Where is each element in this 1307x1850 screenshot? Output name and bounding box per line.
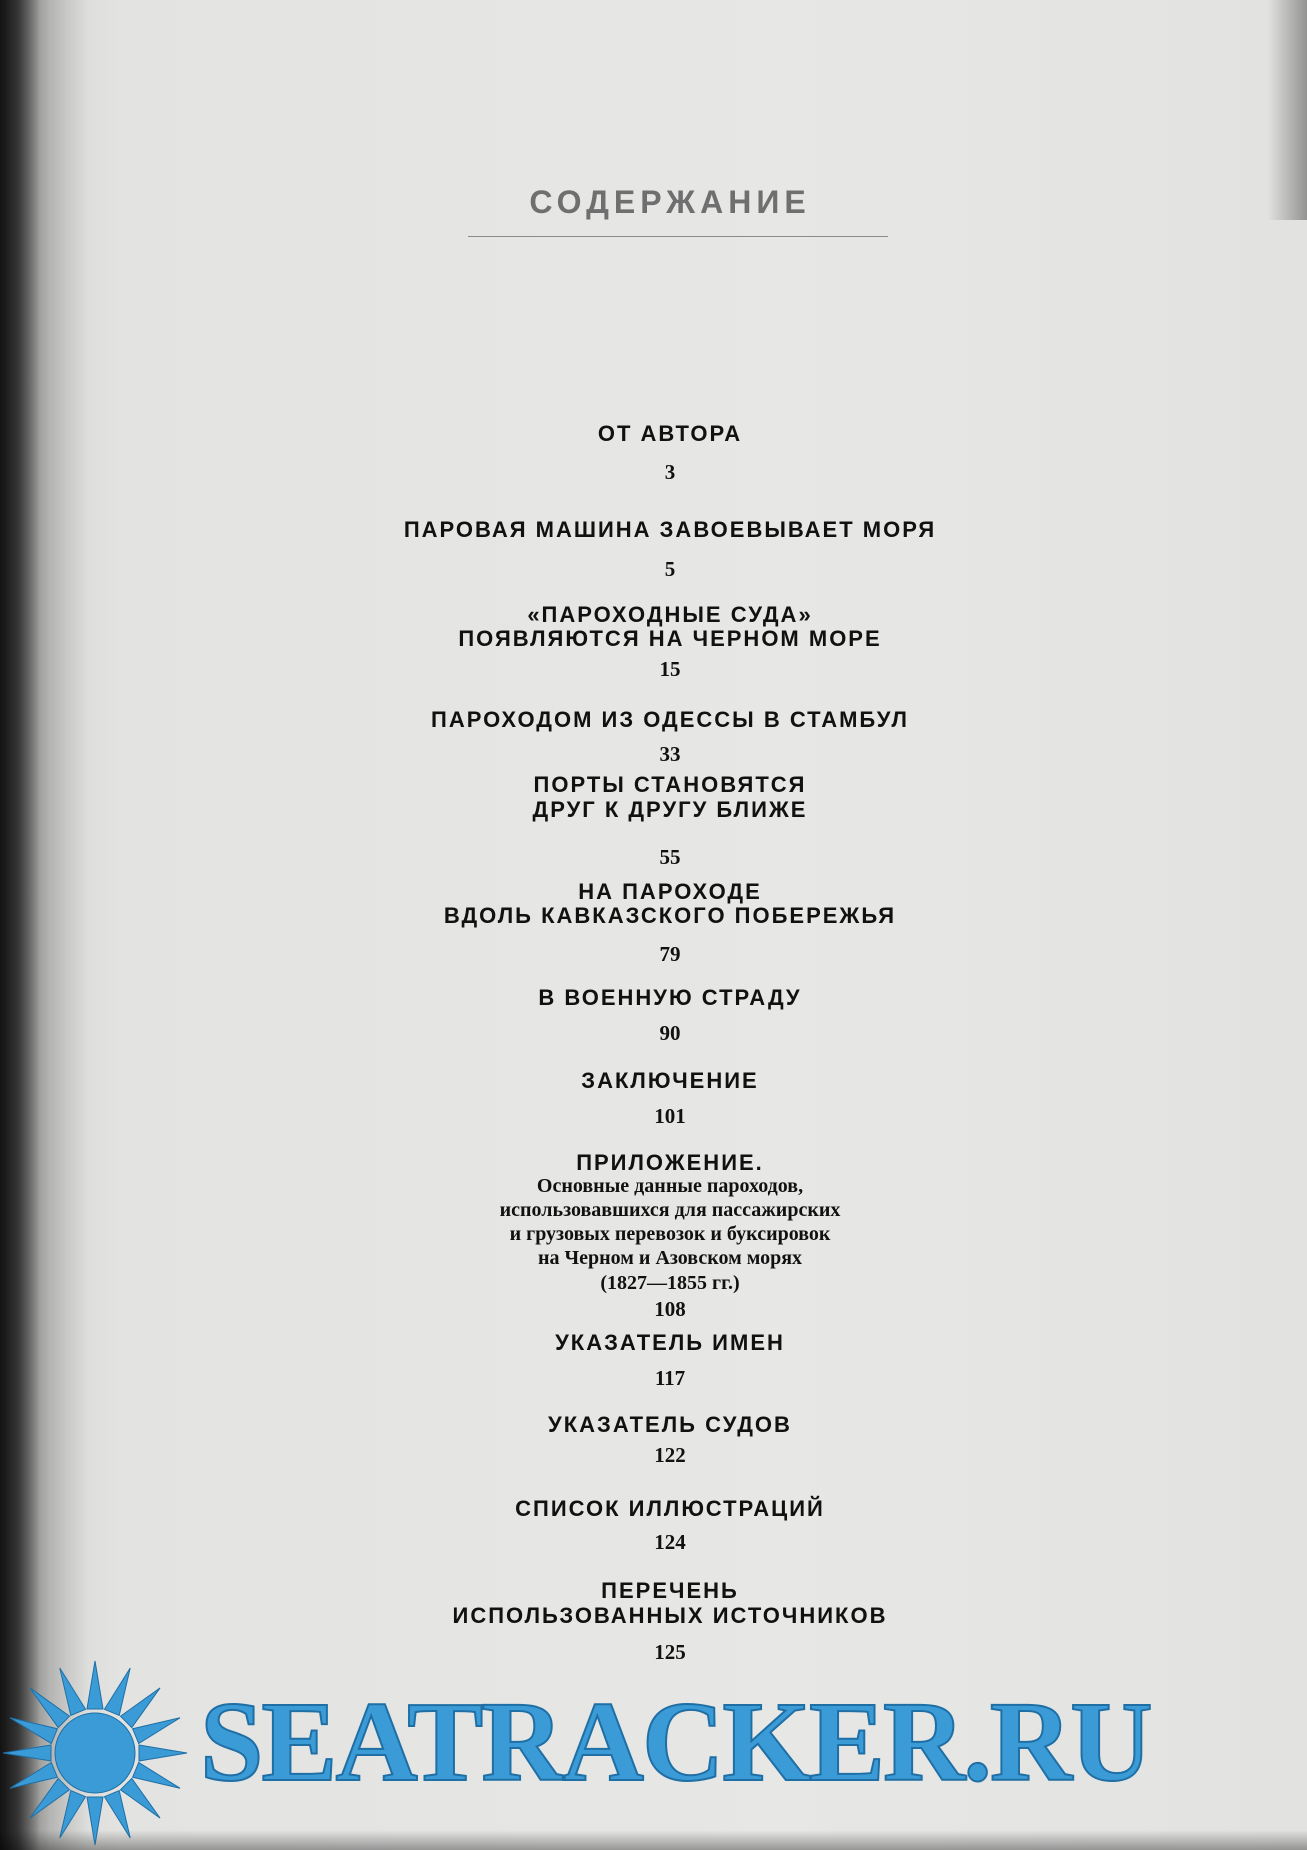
title-rule — [468, 236, 888, 237]
toc-title-caucasus-line2: ВДОЛЬ КАВКАЗСКОГО ПОБЕРЕЖЬЯ — [443, 903, 897, 928]
toc-page-author: 3 — [664, 460, 676, 484]
toc-title-sources-line1: ПЕРЕЧЕНЬ — [601, 1578, 739, 1603]
toc-title-war: В ВОЕННУЮ СТРАДУ — [538, 985, 802, 1010]
toc-page-conclusion: 101 — [654, 1104, 686, 1128]
watermark-text: SEATRACKER.RU — [200, 1678, 1151, 1805]
toc-page-sources: 125 — [654, 1640, 686, 1664]
toc-page-war: 90 — [659, 1021, 681, 1045]
toc-title-ports-line2: ДРУГ К ДРУГУ БЛИЖЕ — [532, 797, 808, 822]
toc-title-illustrations: СПИСОК ИЛЛЮСТРАЦИЙ — [515, 1496, 825, 1521]
toc-page-ship-index: 122 — [654, 1443, 686, 1467]
toc-title-author: ОТ АВТОРА — [597, 421, 743, 446]
toc-title-steam-engine: ПАРОВАЯ МАШИНА ЗАВОЕВЫВАЕТ МОРЯ — [403, 517, 937, 542]
toc-page-ports: 55 — [659, 845, 681, 869]
toc-page-caucasus: 79 — [659, 942, 681, 966]
toc-title-odessa: ПАРОХОДОМ ИЗ ОДЕССЫ В СТАМБУЛ — [431, 707, 909, 732]
toc-page-name-index: 117 — [654, 1366, 686, 1390]
toc-appendix-line1: Основные данные пароходов, — [536, 1175, 804, 1197]
toc-page-illustrations: 124 — [654, 1530, 686, 1554]
toc-appendix-line5: (1827—1855 гг.) — [600, 1272, 740, 1294]
toc-appendix-line3: и грузовых перевозок и буксировок — [509, 1223, 831, 1245]
toc-title-ship-index: УКАЗАТЕЛЬ СУДОВ — [548, 1412, 792, 1437]
page-title: СОДЕРЖАНИЕ — [529, 184, 811, 220]
toc-title-caucasus-line1: НА ПАРОХОДЕ — [578, 879, 762, 904]
toc-title-steamships-line2: ПОЯВЛЯЮТСЯ НА ЧЕРНОМ МОРЕ — [458, 626, 882, 651]
toc-title-conclusion: ЗАКЛЮЧЕНИЕ — [581, 1068, 759, 1093]
toc-title-steamships-line1: «ПАРОХОДНЫЕ СУДА» — [527, 602, 813, 627]
toc-page-steamships: 15 — [659, 657, 681, 681]
toc-appendix-line2: использовавшихся для пассажирских — [499, 1199, 841, 1221]
sun-icon — [0, 1658, 190, 1848]
toc-title-sources-line2: ИСПОЛЬЗОВАННЫХ ИСТОЧНИКОВ — [452, 1603, 888, 1628]
toc-appendix-line4: на Черном и Азовском морях — [537, 1247, 803, 1269]
toc-page-appendix: 108 — [654, 1297, 686, 1321]
page-bottom-shadow — [0, 1830, 1307, 1850]
toc-title-name-index: УКАЗАТЕЛЬ ИМЕН — [555, 1330, 785, 1355]
toc-title-ports-line1: ПОРТЫ СТАНОВЯТСЯ — [533, 772, 807, 797]
toc-page-steam-engine: 5 — [664, 557, 676, 581]
toc-page-odessa: 33 — [659, 742, 681, 766]
toc-title-appendix: ПРИЛОЖЕНИЕ. — [576, 1150, 764, 1175]
